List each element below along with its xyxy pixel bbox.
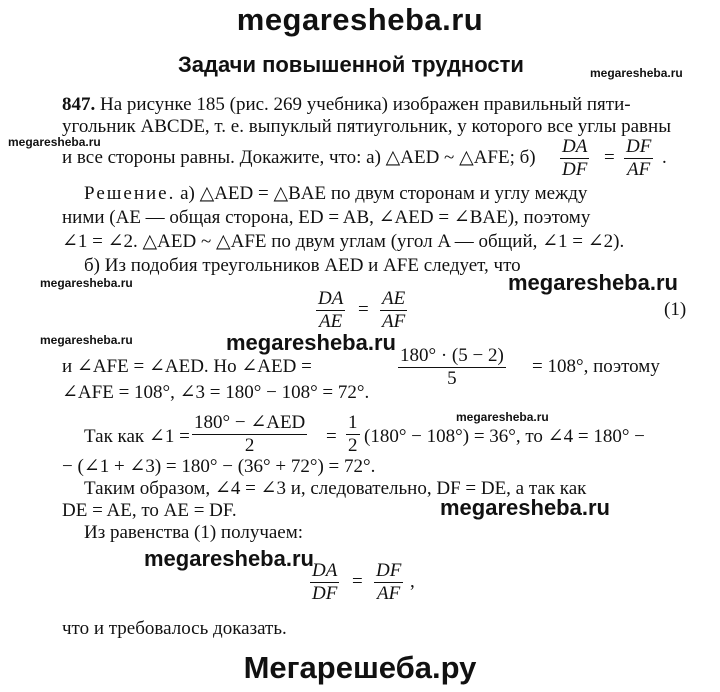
problem-line-3: и все стороны равны. Докажите, что: а) △AED ~ △AFE; б) (62, 147, 536, 168)
equals-sign: = (604, 147, 615, 168)
section-heading: Задачи повышенной трудности (178, 52, 524, 77)
watermark-small: megaresheba.ru (40, 276, 133, 290)
solution-line-ang1-b: (180° − 108°) = 36°, то ∠4 = 180° − (364, 426, 645, 447)
problem-number: 847. (62, 94, 96, 115)
equals-sign: = (352, 571, 363, 592)
fraction-denominator: 2 (244, 435, 255, 456)
fraction-numerator: DF (626, 136, 652, 157)
fraction-denominator: DF (312, 583, 338, 604)
solution-line-angle-b: = 108°, поэтому (532, 356, 660, 377)
fraction-denominator: 2 (348, 435, 358, 456)
problem-fraction-left (560, 136, 589, 181)
problem-line-2: угольник ABCDE, т. е. выпуклый пятиугольник, у которого все углы равны (62, 116, 671, 137)
watermark-small: megaresheba.ru (590, 66, 683, 80)
solution-line-a1 (84, 183, 587, 205)
solution-end: что и требовалось доказать. (62, 618, 287, 639)
fraction-denominator: AF (377, 583, 401, 604)
fraction-numerator: AE (382, 288, 406, 309)
solution-text: а) △AED = △BAE по двум сторонам и углу между (180, 183, 588, 204)
solution-label: Решение. (84, 183, 176, 204)
equation-tag: (1) (664, 299, 687, 320)
solution-line-conc1: Таким образом, ∠4 = ∠3 и, следовательно, DF = DE, а так как (84, 478, 587, 499)
watermark-big: megaresheba.ru (440, 495, 610, 520)
fraction-numerator: DA (562, 136, 588, 157)
problem-fraction-right (624, 136, 653, 181)
fraction-numerator: 180° · (5 − 2) (400, 345, 504, 366)
watermark-small: megaresheba.ru (456, 410, 549, 424)
problem-text: На рисунке 185 (рис. 269 учебника) изображен правильный пяти- (100, 94, 631, 115)
fraction-numerator: 1 (348, 412, 358, 433)
solution-line-angle-a: и ∠AFE = ∠AED. Но ∠AED = (62, 356, 312, 377)
problem-line-1 (62, 94, 631, 116)
watermark-big: megaresheba.ru (226, 330, 396, 355)
fraction-numerator: 180° − ∠AED (194, 412, 306, 433)
watermark-top: megaresheba.ru (236, 2, 484, 37)
solution-line-b1: б) Из подобия треугольников AED и AFE следует, что (84, 255, 521, 276)
solution-line-ang4: − (∠1 + ∠3) = 180° − (36° + 72°) = 72°. (62, 456, 376, 477)
fraction-angle1 (192, 412, 307, 457)
solution-line-ang1-a: Так как ∠1 = (84, 426, 190, 447)
fraction-denominator: AF (627, 159, 651, 180)
solution-line-from: Из равенства (1) получаем: (84, 522, 304, 543)
watermark-big: megaresheba.ru (508, 270, 678, 295)
fraction-denominator: DF (562, 159, 588, 180)
watermark-bottom: Мегарешеба.ру (243, 650, 477, 685)
solution-line-a3: ∠1 = ∠2. △AED ~ △AFE по двум углам (угол A — общий, ∠1 = ∠2). (62, 231, 625, 252)
solution-line-conc2: DE = AE, то AE = DF. (62, 500, 237, 521)
final-fraction-right (374, 560, 403, 605)
fraction-numerator: DA (318, 288, 344, 309)
fraction-numerator: DA (312, 560, 338, 581)
fraction-108 (398, 345, 506, 390)
fraction-denominator: 5 (447, 368, 457, 389)
watermark-small: megaresheba.ru (40, 333, 133, 347)
equation-1-left (316, 288, 345, 333)
period: . (662, 147, 667, 168)
equation-1-right (380, 288, 407, 333)
solution-line-angle3: ∠AFE = 108°, ∠3 = 180° − 108° = 72°. (62, 382, 370, 403)
final-fraction-left (310, 560, 339, 605)
solution-line-a2: ними (AE — общая сторона, ED = AB, ∠AED = ∠BAE), поэтому (62, 207, 591, 228)
fraction-denominator: AF (382, 311, 406, 332)
comma: , (410, 571, 415, 592)
fraction-denominator: AE (319, 311, 343, 332)
fraction-half (346, 412, 360, 457)
watermark-big: megaresheba.ru (144, 546, 314, 571)
equals-sign: = (326, 426, 337, 447)
fraction-numerator: DF (376, 560, 402, 581)
watermark-small: megaresheba.ru (8, 135, 101, 149)
equals-sign: = (358, 299, 369, 320)
